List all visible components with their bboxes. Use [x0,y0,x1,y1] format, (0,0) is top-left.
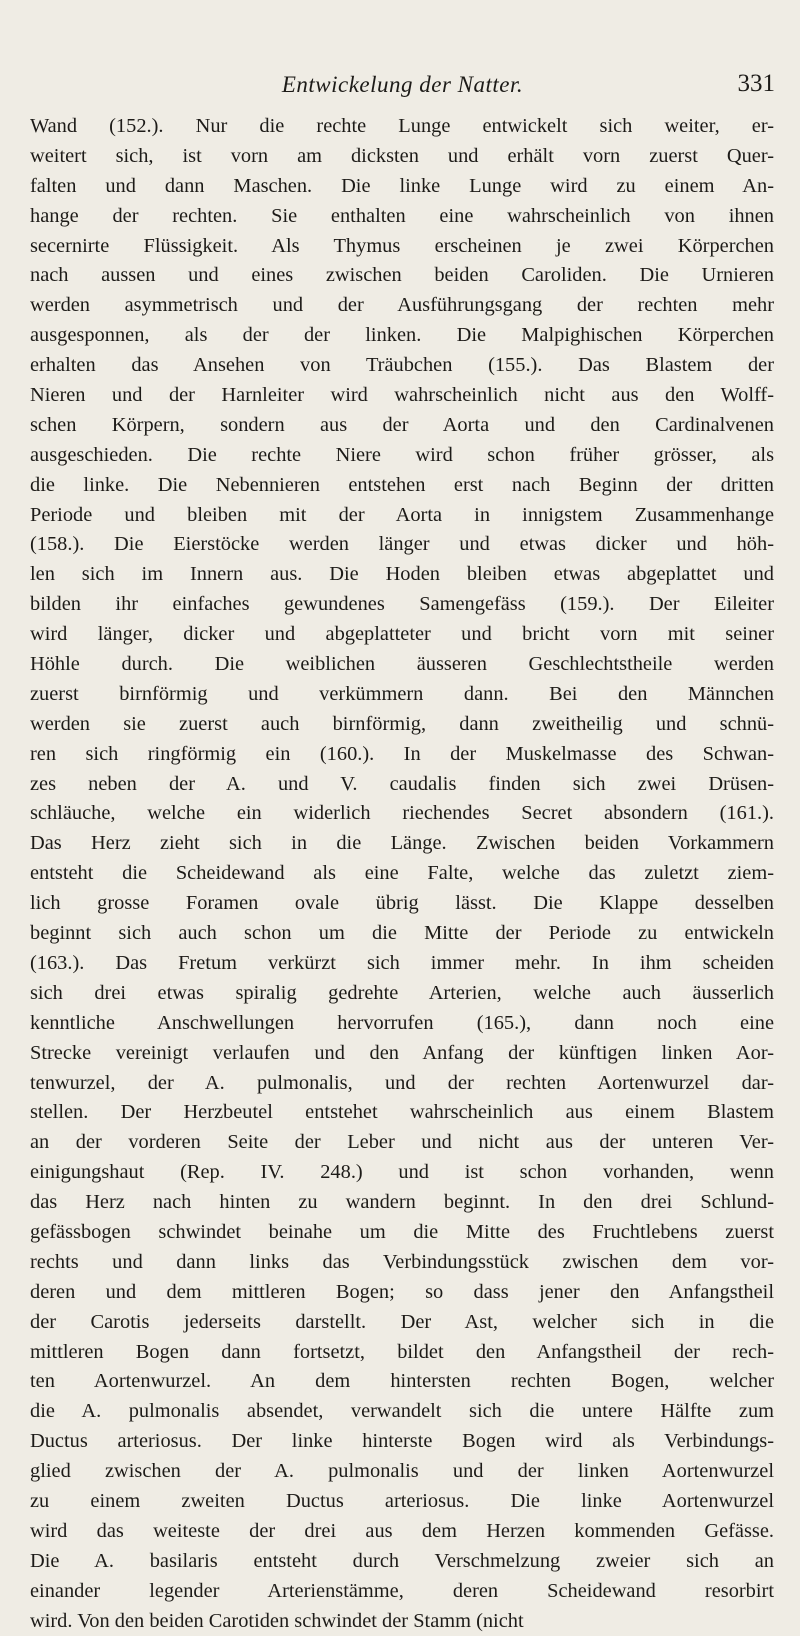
text-line: rechts und dann links das Verbindungsstück zwischen dem vor- [30,1250,774,1273]
text-line: an der vorderen Seite der Leber und nicht aus der unteren Ver- [30,1131,774,1154]
text-line: ren sich ringförmig ein (160.). In der Muskelmasse des Schwan- [30,742,774,765]
text-line: einigungshaut (Rep. IV. 248.) und ist schon vorhanden, wenn [30,1161,774,1184]
text-line: wird. Von den beiden Carotiden schwindet der Stamm (nicht [30,1609,524,1632]
text-line: deren und dem mittleren Bogen; so dass jener den Anfangstheil [30,1280,774,1303]
text-line: zes neben der A. und V. caudalis finden sich zwei Drüsen- [30,772,774,795]
text-line: len sich im Innern aus. Die Hoden bleiben etwas abgeplattet und [30,563,774,586]
text-line: schläuche, welche ein widerlich riechendes Secret absondern (161.). [30,802,774,825]
text-line: Periode und bleiben mit der Aorta in innigstem Zusammenhange [30,503,774,526]
text-line: kenntliche Anschwellungen hervorrufen (165.), dann noch eine [30,1011,774,1034]
text-line: bilden ihr einfaches gewundenes Samengefäss (159.). Der Eileiter [30,593,774,616]
text-line: das Herz nach hinten zu wandern beginnt. In den drei Schlund- [30,1191,774,1214]
text-line: einander legender Arterienstämme, deren Scheidewand resorbirt [30,1579,774,1602]
text-line: hange der rechten. Sie enthalten eine wahrscheinlich von ihnen [30,204,774,227]
text-line: Höhle durch. Die weiblichen äusseren Geschlechtstheile werden [30,653,774,676]
text-line: falten und dann Maschen. Die linke Lunge wird zu einem An- [30,174,774,197]
body-text [30,112,774,1636]
text-line: ausgeschieden. Die rechte Niere wird schon früher grösser, als [30,443,774,466]
text-line: der Carotis jederseits darstellt. Der Ast, welcher sich in die [30,1310,774,1333]
text-line: entsteht die Scheidewand als eine Falte, welche das zuletzt ziem- [30,862,774,885]
text-line: zu einem zweiten Ductus arteriosus. Die linke Aortenwurzel [30,1489,774,1512]
text-line: Wand (152.). Nur die rechte Lunge entwickelt sich weiter, er- [30,115,774,137]
text-line: (163.). Das Fretum verkürzt sich immer mehr. In ihm scheiden [30,951,774,974]
text-line: erhalten das Ansehen von Träubchen (155.). Das Blastem der [30,354,774,377]
text-line: schen Körpern, sondern aus der Aorta und den Cardinalvenen [30,413,774,436]
text-line: weitert sich, ist vorn am dicksten und erhält vorn zuerst Quer- [30,144,774,167]
text-line: gefässbogen schwindet beinahe um die Mitte des Fruchtlebens zuerst [30,1220,774,1243]
text-line: Ductus arteriosus. Der linke hinterste Bogen wird als Verbindungs- [30,1430,774,1453]
text-line: mittleren Bogen dann fortsetzt, bildet den Anfangstheil der rech- [30,1340,774,1363]
text-line: beginnt sich auch schon um die Mitte der Periode zu entwickeln [30,922,774,945]
text-line: nach aussen und eines zwischen beiden Caroliden. Die Urnieren [30,264,774,287]
text-line: wird das weiteste der drei aus dem Herzen kommenden Gefässe. [30,1519,774,1542]
text-line: zuerst birnförmig und verkümmern dann. Bei den Männchen [30,682,774,705]
page-number: 331 [737,70,775,97]
text-line: (158.). Die Eierstöcke werden länger und etwas dicker und höh- [30,533,774,556]
text-line: wird länger, dicker und abgeplatteter und bricht vorn mit seiner [30,623,774,646]
text-line: ten Aortenwurzel. An dem hintersten rechten Bogen, welcher [30,1370,774,1393]
text-line: tenwurzel, der A. pulmonalis, und der rechten Aortenwurzel dar- [30,1071,774,1094]
text-line: sich drei etwas spiralig gedrehte Arterien, welche auch äusserlich [30,981,774,1004]
text-line: ausgesponnen, als der der linken. Die Malpighischen Körperchen [30,324,774,347]
text-line: Strecke vereinigt verlaufen und den Anfang der künftigen linken Aor- [30,1041,774,1064]
text-line: Nieren und der Harnleiter wird wahrscheinlich nicht aus den Wolff- [30,384,774,407]
text-line: secernirte Flüssigkeit. Als Thymus erscheinen je zwei Körperchen [30,234,774,257]
text-line: stellen. Der Herzbeutel entstehet wahrscheinlich aus einem Blastem [30,1101,774,1124]
text-line: werden sie zuerst auch birnförmig, dann zweitheilig und schnü- [30,712,774,735]
text-line: glied zwischen der A. pulmonalis und der linken Aortenwurzel [30,1460,774,1483]
text-line: die linke. Die Nebennieren entstehen erst nach Beginn der dritten [30,473,774,496]
text-line: Das Herz zieht sich in die Länge. Zwischen beiden Vorkammern [30,832,774,855]
running-title: Entwickelung der Natter. [281,72,524,97]
text-line: die A. pulmonalis absendet, verwandelt sich die untere Hälfte zum [30,1400,774,1423]
text-line: werden asymmetrisch und der Ausführungsgang der rechten mehr [30,294,774,317]
text-line: lich grosse Foramen ovale übrig lässt. Die Klappe desselben [30,892,774,915]
page-header [30,60,775,100]
text-line: Die A. basilaris entsteht durch Verschmelzung zweier sich an [30,1549,774,1572]
